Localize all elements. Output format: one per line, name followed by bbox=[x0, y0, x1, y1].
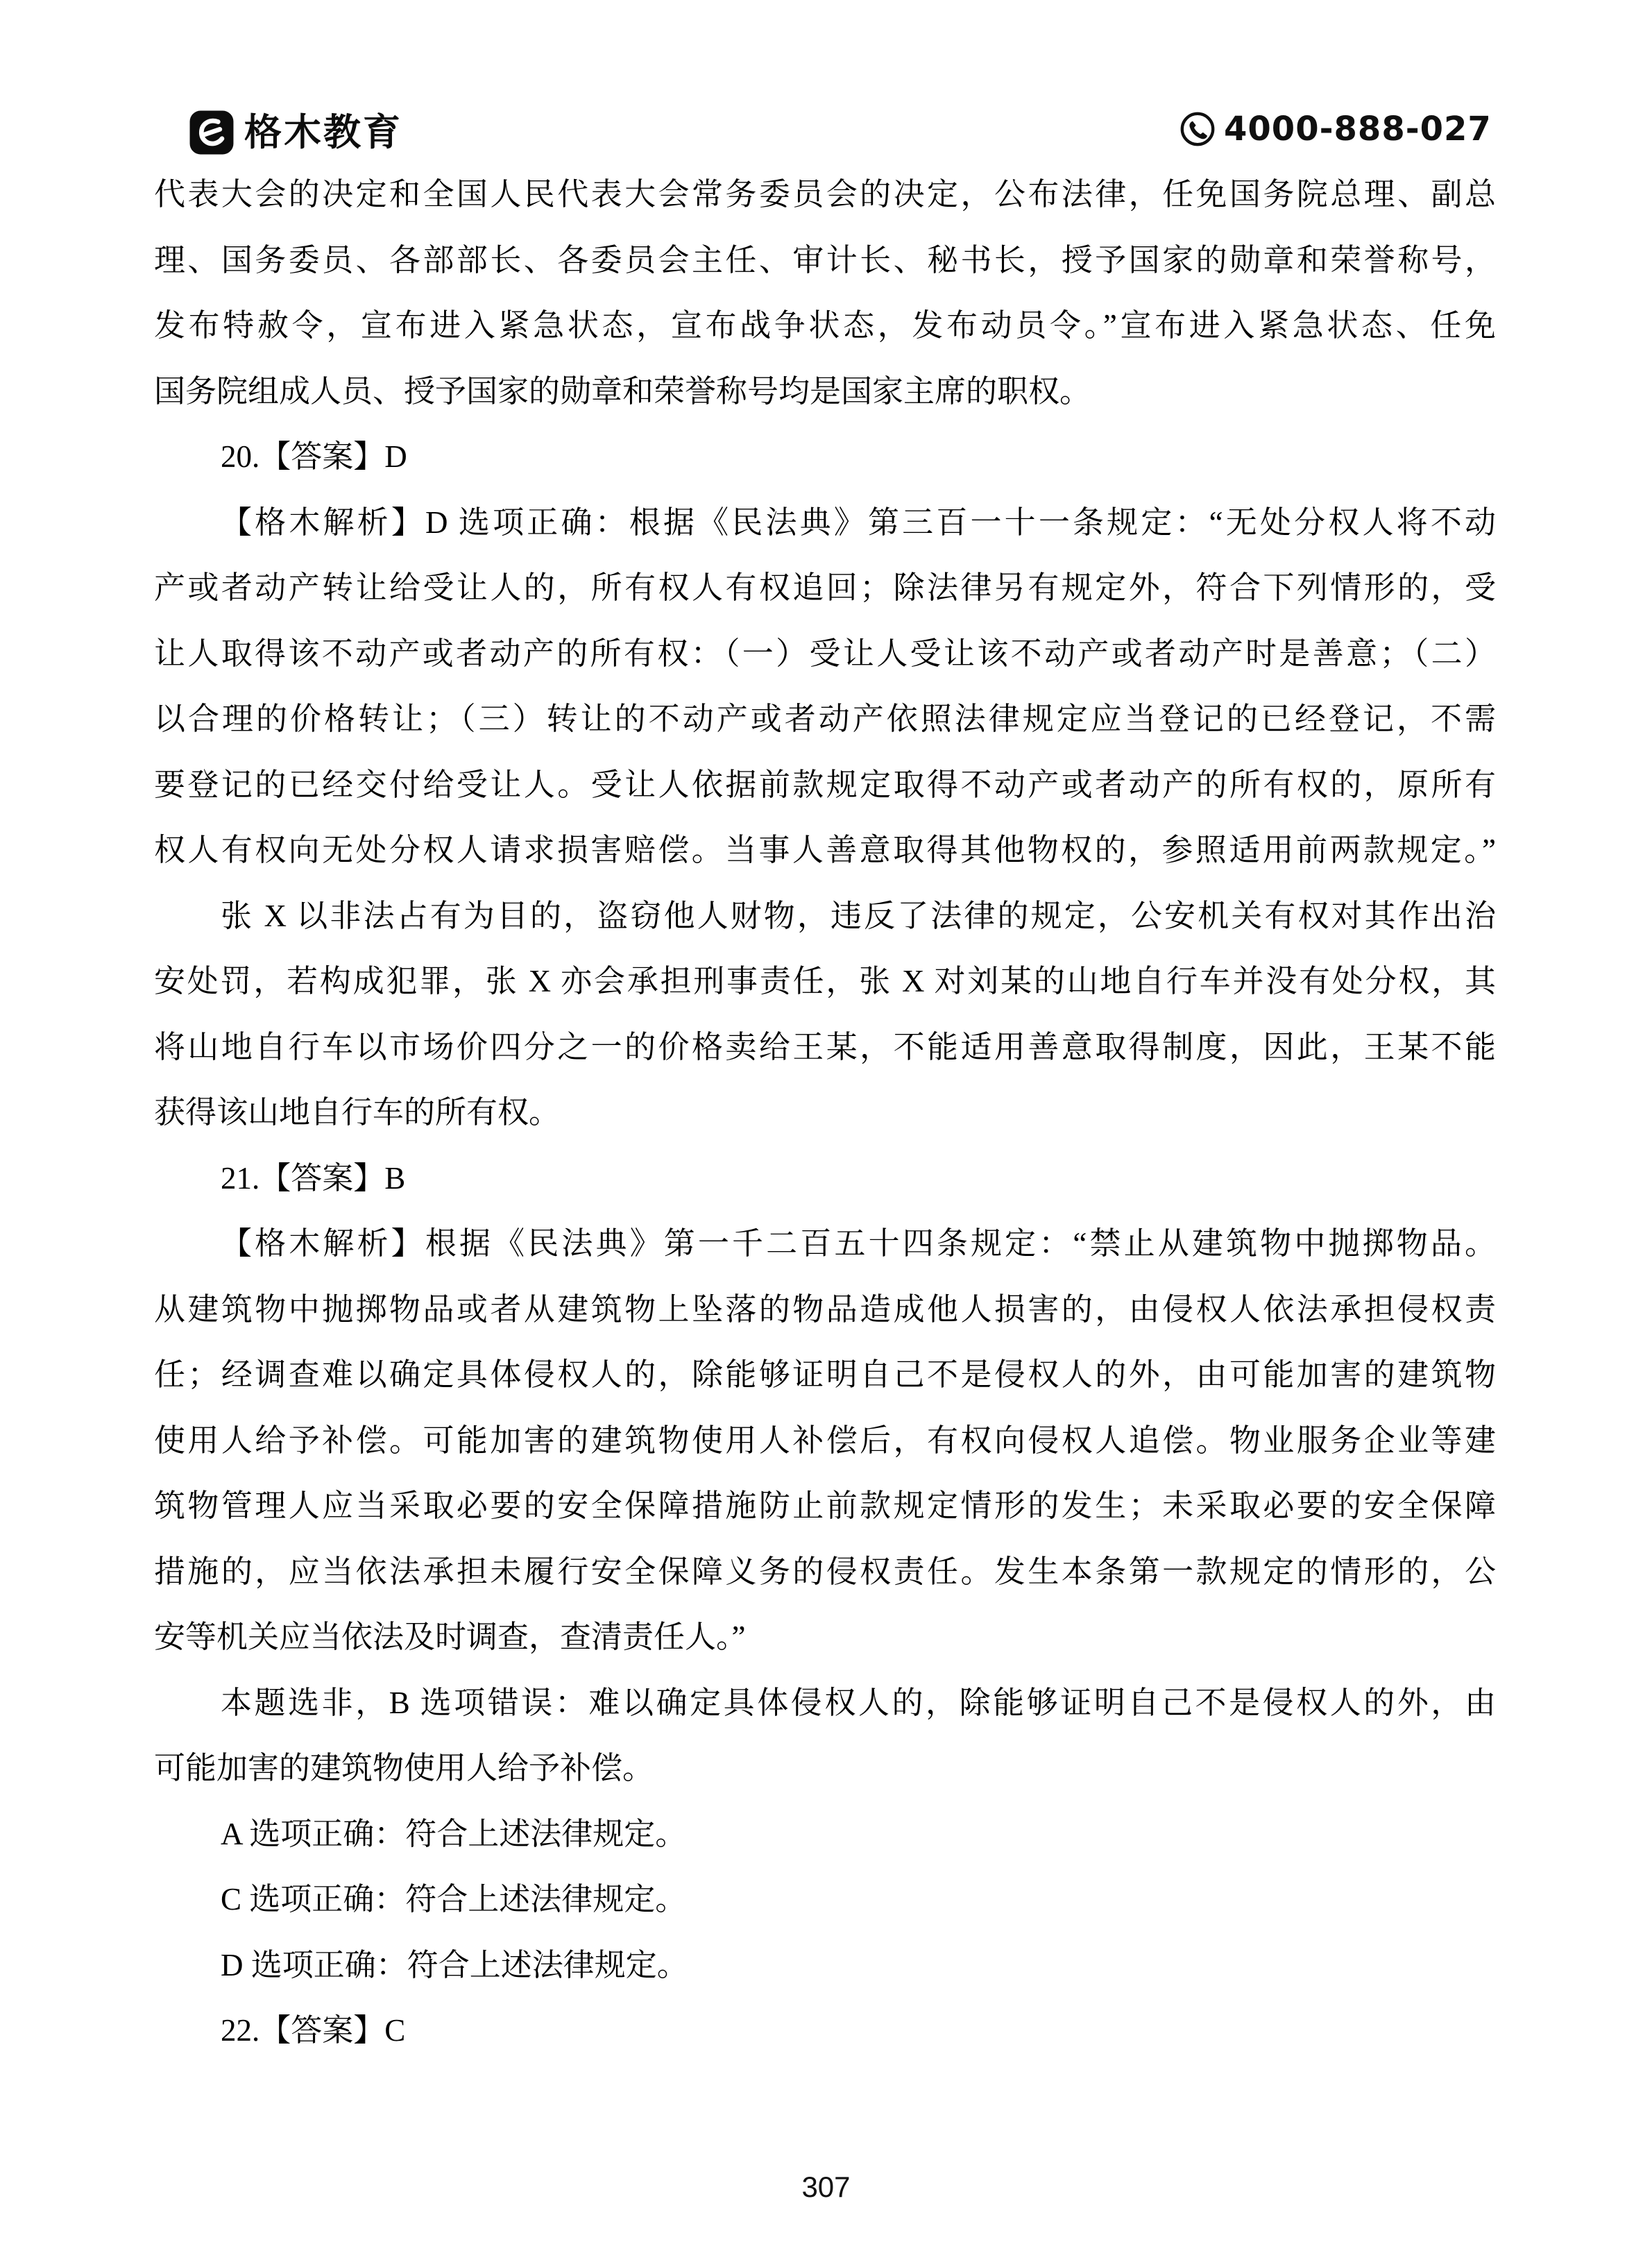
text-line: 让人取得该不动产或者动产的所有权：（一）受让人受让该不动产或者动产时是善意；（二） bbox=[154, 636, 1496, 671]
text-line: 安处罚，若构成犯罪，张 X 亦会承担刑事责任，张 X 对刘某的山地自行车并没有处分权，其 bbox=[154, 964, 1496, 999]
text-line: 【格木解析】根据《民法典》第一千二百五十四条规定：“禁止从建筑物中抛掷物品。 bbox=[221, 1226, 1496, 1261]
text-line: D 选项正确：符合上述法律规定。 bbox=[221, 1947, 688, 1982]
document-body bbox=[154, 162, 1496, 2064]
phone-icon bbox=[1180, 111, 1216, 147]
page-header bbox=[0, 0, 1652, 167]
text-line: 代表大会的决定和全国人民代表大会常务委员会的决定，公布法律，任免国务院总理、副总 bbox=[154, 177, 1496, 212]
text-line: 使用人给予补偿。可能加害的建筑物使用人补偿后，有权向侵权人追偿。物业服务企业等建 bbox=[154, 1423, 1496, 1458]
brand-logo bbox=[189, 110, 402, 155]
text-line: 发布特赦令，宣布进入紧急状态，宣布战争状态，发布动员令。”宣布进入紧急状态、任免 bbox=[154, 308, 1496, 343]
text-line: 产或者动产转让给受让人的，所有权人有权追回；除法律另有规定外，符合下列情形的，受 bbox=[154, 570, 1496, 605]
gemu-logo-icon bbox=[189, 110, 235, 155]
contact-phone bbox=[1180, 111, 1492, 147]
text-line: 21.【答案】B bbox=[221, 1160, 406, 1196]
text-line: 国务院组成人员、授予国家的勋章和荣誉称号均是国家主席的职权。 bbox=[154, 373, 1091, 409]
text-line: 安等机关应当依法及时调查，查清责任人。” bbox=[154, 1620, 746, 1654]
text-line: A 选项正确：符合上述法律规定。 bbox=[221, 1816, 687, 1851]
text-line: 以合理的价格转让；（三）转让的不动产或者动产依照法律规定应当登记的已经登记，不需 bbox=[154, 702, 1496, 736]
text-line: 将山地自行车以市场价四分之一的价格卖给王某，不能适用善意取得制度，因此，王某不能 bbox=[154, 1029, 1496, 1064]
phone-number: 4000-888-027 bbox=[1224, 110, 1492, 148]
page-number: 307 bbox=[801, 2171, 851, 2203]
page-footer bbox=[0, 2171, 1652, 2204]
text-line: 张 X 以非法占有为目的，盗窃他人财物，违反了法律的规定，公安机关有权对其作出治 bbox=[221, 898, 1496, 933]
logo-text: 格木教育 bbox=[244, 112, 402, 153]
text-line: 从建筑物中抛掷物品或者从建筑物上坠落的物品造成他人损害的，由侵权人依法承担侵权责 bbox=[154, 1291, 1496, 1327]
text-line: 【格木解析】D 选项正确：根据《民法典》第三百一十一条规定：“无处分权人将不动 bbox=[221, 504, 1496, 540]
text-line: 理、国务委员、各部部长、各委员会主任、审计长、秘书长，授予国家的勋章和荣誉称号， bbox=[154, 242, 1496, 278]
text-line: 可能加害的建筑物使用人给予补偿。 bbox=[154, 1751, 654, 1785]
text-line: 22.【答案】C bbox=[221, 2013, 406, 2048]
text-line: 20.【答案】D bbox=[221, 439, 407, 474]
text-line: 措施的，应当依法承担未履行安全保障义务的侵权责任。发生本条第一款规定的情形的，公 bbox=[154, 1554, 1496, 1589]
text-line: 筑物管理人应当采取必要的安全保障措施防止前款规定情形的发生；未采取必要的安全保障 bbox=[154, 1488, 1496, 1523]
text-line: 任；经调查难以确定具体侵权人的，除能够证明自己不是侵权人的外，由可能加害的建筑物 bbox=[154, 1357, 1496, 1392]
text-line: 本题选非，B 选项错误：难以确定具体侵权人的，除能够证明自己不是侵权人的外，由 bbox=[221, 1685, 1496, 1720]
text-line: 要登记的已经交付给受让人。受让人依据前款规定取得不动产或者动产的所有权的，原所有 bbox=[154, 767, 1496, 802]
text-line: 权人有权向无处分权人请求损害赔偿。当事人善意取得其他物权的，参照适用前两款规定。” bbox=[154, 833, 1496, 867]
text-line: 获得该山地自行车的所有权。 bbox=[154, 1095, 561, 1130]
text-line: C 选项正确：符合上述法律规定。 bbox=[221, 1882, 687, 1917]
